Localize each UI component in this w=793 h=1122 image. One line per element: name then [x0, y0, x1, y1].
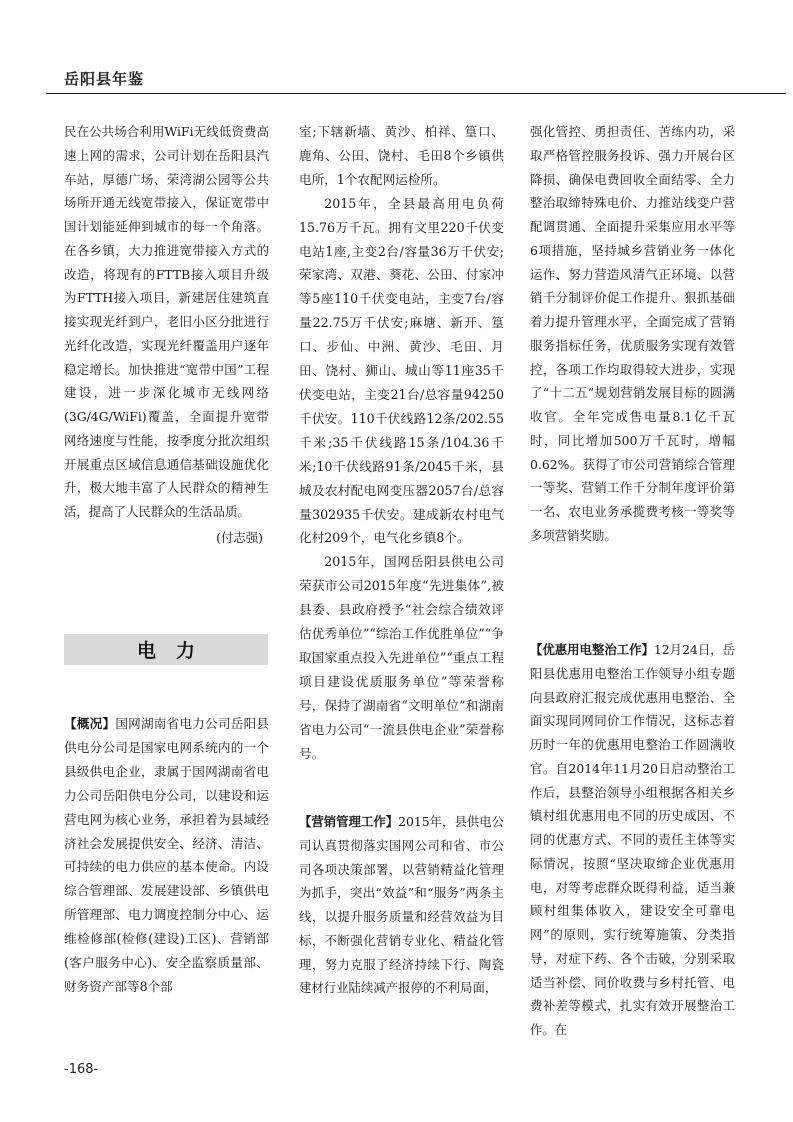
author-credit: (付志强) — [216, 529, 263, 545]
honors-paragraph: 2015年，国网岳阳县供电公司荣获市公司2015年度“先进集体”,被县委、县政府授予“社会综合绩效评估优秀单位”“综治工作优胜单位”“争取国家重点投入先进单位”“重点工程项目建设优质服务单位”等荣誉称号，保持了湖南省“文明单位”和湖南省电力公司“一流县供电企业”荣誉称号。 — [299, 554, 504, 761]
section-title: 电力 — [136, 640, 215, 662]
marketing-label: 【营销管理工作】 — [299, 814, 399, 829]
right-column-top — [530, 120, 735, 548]
preferential-power-paragraph — [530, 638, 735, 1042]
section-heading-box — [64, 634, 268, 665]
preferential-power-label: 【优惠用电整治工作】 — [530, 642, 654, 657]
running-header-title: 岳阳县年鉴 — [64, 70, 145, 88]
middle-column-top — [299, 120, 504, 765]
telecom-paragraph: 民在公共场合利用WiFi无线低资费高速上网的需求，公司计划在岳阳县汽车站，厚德广场、荣湾湖公园等公共场所开通无线宽带接入，保证宽带中国计划能延伸到城市的每一个角落。在各乡镇，大力推进宽带接入方式的改造，将现有的FTTB接入项目升级为FTTH接入项目，新建居住建筑直接实现光纤到户，老旧小区分批进行光纤化改造，实现光纤覆盖用户逐年稳定增长。加快推进“宽带中国”工程建设，进一步深化城市无线网络(3G/4G/WiFi)覆盖，全面提升宽带网络速度与性能，按季度分批次组织开展重点区域信息通信基础设施优化升，极大地丰富了人民群众的精神生活，提高了人民群众的生活品质。 — [64, 124, 269, 519]
header-rule — [46, 93, 786, 94]
grid-stats-paragraph: 2015年，全县最高用电负荷15.76万千瓦。拥有文里220千伏变电站1座,主变2台/容量36万千伏安;荣家湾、双港、葵花、公田、付家冲等5座110千伏变电站，主变7台/容量22.75万千伏安;麻塘、新开、篁口、步仙、中洲、黄沙、毛田、月田、饶村、狮山、城山等11座35千伏变电站，主变21台/总容量94250千伏安。110千伏线路12条/202.55千米;35千伏线路15条/104.36千米;10千伏线路91条/2045千米，县城及农村配电网变压器2057台/总容量302935千伏安。建成新农村电气化村209个，电气化乡镇8个。 — [299, 195, 504, 546]
overview-text: 国网湖南省电力公司岳阳县供电分公司是国家电网系统内的一个县级供电企业，隶属于国网湖南省电力公司岳阳供电分公司，以建设和运营电网为核心业务，承担着为县域经济社会发展提供安全、经济、清洁、可持续的电力供应的基本使命。内设综合管理部、发展建设部、乡镇供电所管理部、电力调度控制分中心、运维检修部(检修(建设)工区)、营销部(客户服务中心)、安全监察质量部、财务资产部等8个部 — [64, 716, 269, 994]
marketing-text: 2015年，县供电公司认真贯彻落实国网公司和省、市公司各项决策部署，以营销精益化管理为抓手，突出“效益”和“服务”两条主线，以提升服务质量和经营效益为目标，不断强化营销专业化、精益化管理，努力克服了经济持续下行、陶瓷建材行业陆续减产报停的不利局面， — [299, 814, 504, 996]
preferential-power-text: 12月24日，岳阳县优惠用电整治工作领导小组专题向县政府汇报完成优惠用电整治、全面实现同网同价工作情况，这标志着历时一年的优惠用电整治工作圆满收官。自2014年11月20日启动整治工作后，县整治领导小组根据各相关乡镇村组优惠用电不同的历史成因、不同的优惠方式、不同的责任主体等实际情况，按照“坚决取缔企业优惠用电，对等考虑群众既得利益，适当兼顾村组集体收入，建设安全可靠电网”的原则，实行统筹施策、分类指导，对症下药、各个击破，分别采取适当补偿、同价收费与乡村托管、电费补差等模式，扎实有效开展整治工作。在 — [530, 642, 735, 1037]
overview-paragraph — [64, 712, 269, 999]
left-column-bottom — [64, 712, 269, 999]
right-column-bottom — [530, 638, 735, 1042]
page-number: -168- — [64, 1062, 99, 1077]
marketing-continued-paragraph: 强化管控、勇担责任、苦练内功，采取严格管控服务投诉、强力开展台区降损、确保电费回收全面结零、全力整治取缔特殊电价、力推站线变户营配调贯通、全面提升采集应用水平等6项措施，坚持城乡营销业务一体化运作、努力营造风清气正环境、以营销千分制评价促工作提升、狠抓基础着力提升管理水平，全面完成了营销服务指标任务，优质服务实现有效管控，各项工作均取得较大进步，实现了“十二五”规划营销发展目标的圆满收官。全年完成售电量8.1亿千瓦时，同比增加500万千瓦时，增幅0.62%。获得了市公司营销综合管理一等奖、营销工作千分制年度评价第一名、农电业务承揽费考核一等奖等多项营销奖励。 — [530, 124, 735, 543]
marketing-paragraph — [299, 810, 504, 1000]
middle-column-bottom — [299, 810, 504, 1000]
left-column-top — [64, 120, 269, 550]
departments-paragraph: 室;下辖新墙、黄沙、柏祥、篁口、鹿角、公田、饶村、毛田8个乡镇供电所，1个农配网运检所。 — [299, 124, 504, 187]
overview-label: 【概况】 — [64, 716, 116, 731]
